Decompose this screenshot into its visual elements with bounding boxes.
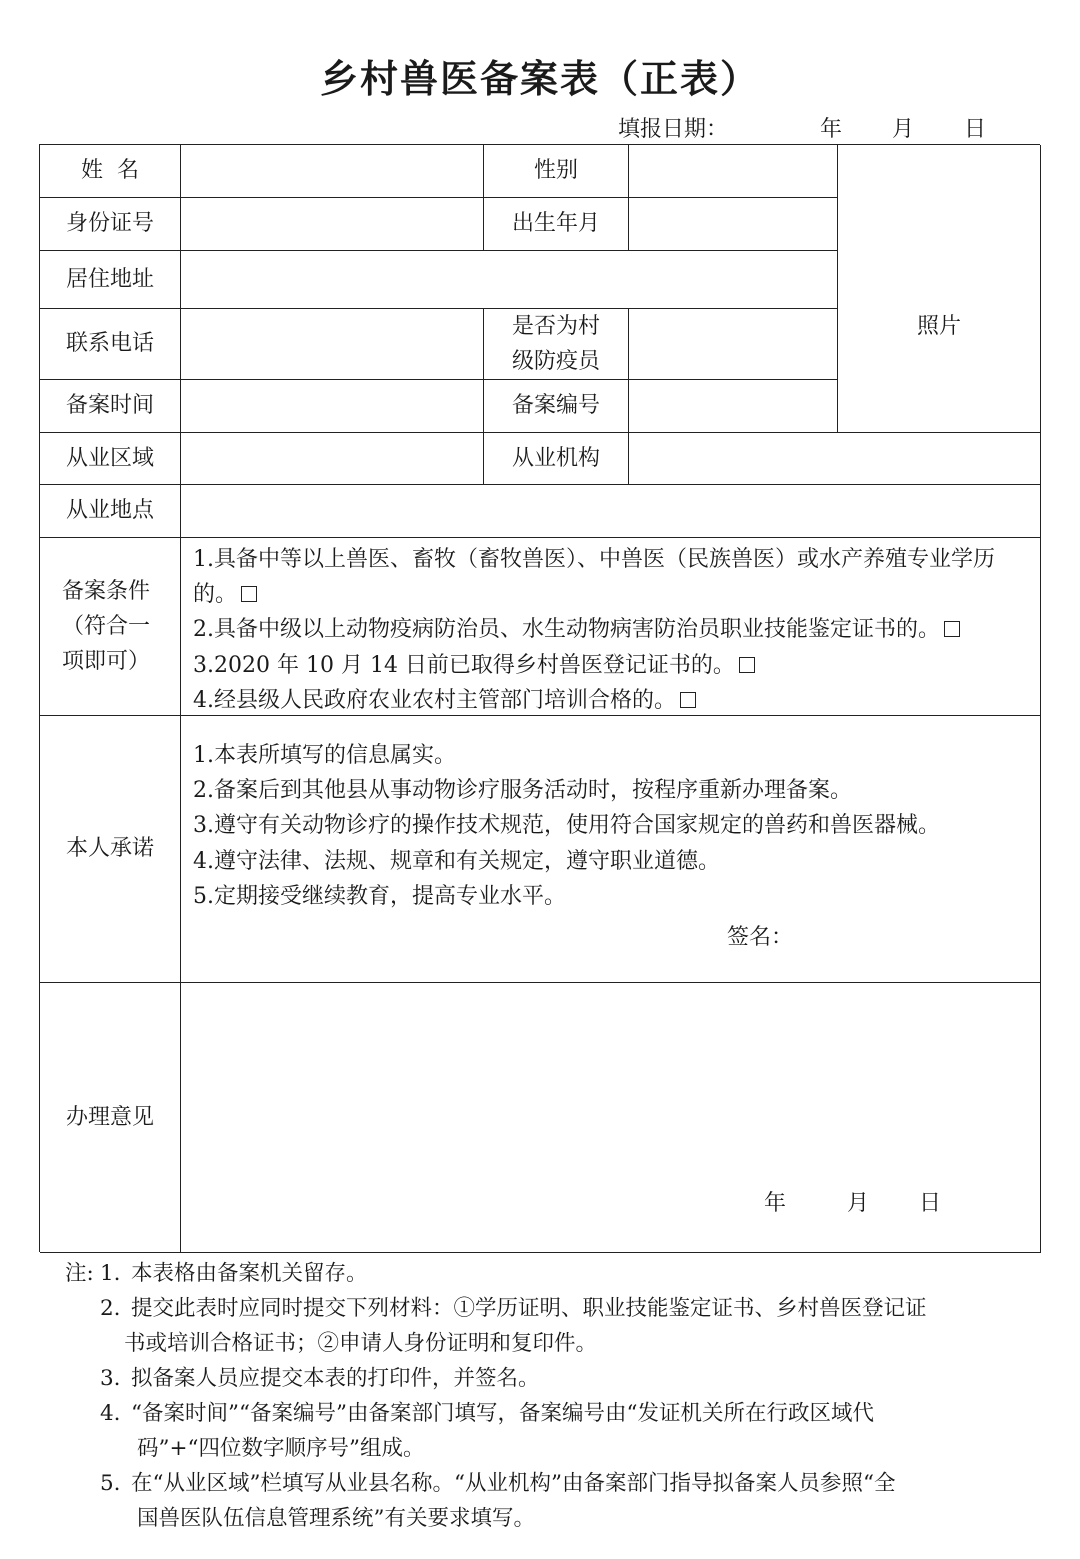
birth-label: 出生年月 — [484, 198, 629, 251]
record-time-label: 备案时间 — [40, 380, 181, 433]
pledge-item: 1.本表所填写的信息属实。 — [193, 743, 456, 768]
checkbox-icon[interactable] — [739, 657, 755, 673]
id-number-field[interactable] — [181, 198, 484, 251]
conditions-list — [181, 538, 1041, 716]
opinion-month: 月 — [847, 1191, 870, 1216]
conditions-label-line2: （符合一 — [62, 614, 151, 639]
conditions-label — [40, 538, 181, 716]
checkbox-icon[interactable] — [944, 621, 960, 637]
fill-date-month: 月 — [892, 117, 915, 142]
condition-item: 3.2020 年 10 月 14 日前已取得乡村兽医登记证书的。 — [193, 648, 1030, 683]
is-epidemic-officer-label-line2: 级防疫员 — [511, 349, 600, 374]
fill-date-label: 填报日期： — [618, 117, 729, 142]
checkbox-icon[interactable] — [241, 586, 257, 602]
opinion-day: 日 — [919, 1191, 942, 1216]
condition-item: 1.具备中等以上兽医、畜牧（畜牧兽医）、中兽医（民族兽医）或水产养殖专业学历的。 — [193, 547, 995, 608]
fill-date-day: 日 — [964, 117, 987, 142]
address-field[interactable] — [181, 251, 838, 309]
note-5-number: 5. — [100, 1471, 121, 1496]
opinion-label: 办理意见 — [40, 983, 181, 1253]
practice-place-field[interactable] — [181, 485, 1041, 538]
id-number-label: 身份证号 — [40, 198, 181, 251]
note-4-line2: 码”+“四位数字顺序号”组成。 — [137, 1436, 425, 1461]
practice-area-field[interactable] — [181, 433, 484, 485]
photo-box[interactable] — [838, 145, 1041, 433]
conditions-label-line3: 项即可） — [62, 649, 151, 674]
condition-item: 2.具备中级以上动物疫病防治员、水生动物病害防治员职业技能鉴定证书的。 — [193, 612, 1030, 647]
record-number-label: 备案编号 — [484, 380, 629, 433]
practice-org-field[interactable] — [629, 433, 1041, 485]
address-label: 居住地址 — [40, 251, 181, 309]
practice-place-label: 从业地点 — [40, 485, 181, 538]
fill-date-line — [0, 112, 1080, 142]
condition-item: 4.经县级人民政府农业农村主管部门培训合格的。 — [193, 683, 1030, 718]
pledge-list — [181, 716, 1041, 983]
pledge-item: 3.遵守有关动物诊疗的操作技术规范，使用符合国家规定的兽药和兽医器械。 — [193, 813, 940, 839]
note-3-number: 3. — [100, 1366, 121, 1391]
note-5-line2: 国兽医队伍信息管理系统”有关要求填写。 — [137, 1506, 535, 1531]
is-epidemic-officer-label — [484, 309, 629, 380]
record-time-field[interactable] — [181, 380, 484, 433]
note-5-line1: 在“从业区域”栏填写从业县名称。“从业机构”由备案部门指导拟备案人员参照“全 — [131, 1471, 896, 1496]
phone-label: 联系电话 — [40, 309, 181, 380]
note-2-line2: 书或培训合格证书；②申请人身份证明和复印件。 — [124, 1331, 598, 1356]
pledge-label: 本人承诺 — [40, 716, 181, 983]
gender-field[interactable] — [629, 145, 838, 198]
fill-date-year: 年 — [820, 117, 843, 142]
checkbox-icon[interactable] — [680, 692, 696, 708]
photo-label: 照片 — [916, 314, 961, 339]
is-epidemic-officer-field[interactable] — [629, 309, 838, 380]
note-4-number: 4. — [100, 1401, 121, 1426]
pledge-item: 2.备案后到其他县从事动物诊疗服务活动时，按程序重新办理备案。 — [193, 778, 852, 804]
note-2-line1: 提交此表时应同时提交下列材料：①学历证明、职业技能鉴定证书、乡村兽医登记证 — [131, 1296, 927, 1321]
note-4-line1: “备案时间”“备案编号”由备案部门填写，备案编号由“发证机关所在行政区域代 — [131, 1401, 874, 1426]
note-3: 拟备案人员应提交本表的打印件，并签名。 — [131, 1366, 540, 1391]
pledge-item: 5.定期接受继续教育，提高专业水平。 — [193, 883, 566, 909]
name-label: 姓 名 — [40, 145, 181, 198]
conditions-label-line1: 备案条件 — [62, 579, 151, 604]
practice-org-label: 从业机构 — [484, 433, 629, 485]
is-epidemic-officer-label-line1: 是否为村 — [511, 314, 600, 339]
signature-label[interactable]: 签名： — [727, 925, 794, 950]
form-title: 乡村兽医备案表（正表） — [319, 56, 760, 101]
pledge-item: 4.遵守法律、法规、规章和有关规定，遵守职业道德。 — [193, 848, 720, 874]
note-2-number: 2. — [100, 1296, 121, 1321]
notes-prefix: 注: — [65, 1261, 94, 1286]
birth-field[interactable] — [629, 198, 838, 251]
name-field[interactable] — [181, 145, 484, 198]
opinion-year: 年 — [764, 1191, 787, 1216]
phone-field[interactable] — [181, 309, 484, 380]
gender-label: 性别 — [484, 145, 629, 198]
note-1: 本表格由备案机关留存。 — [131, 1261, 368, 1286]
opinion-field[interactable] — [181, 983, 1041, 1253]
record-number-field[interactable] — [629, 380, 838, 433]
record-form-table — [39, 144, 1040, 1252]
practice-area-label: 从业区域 — [40, 433, 181, 485]
note-1-number: 1. — [100, 1261, 121, 1286]
